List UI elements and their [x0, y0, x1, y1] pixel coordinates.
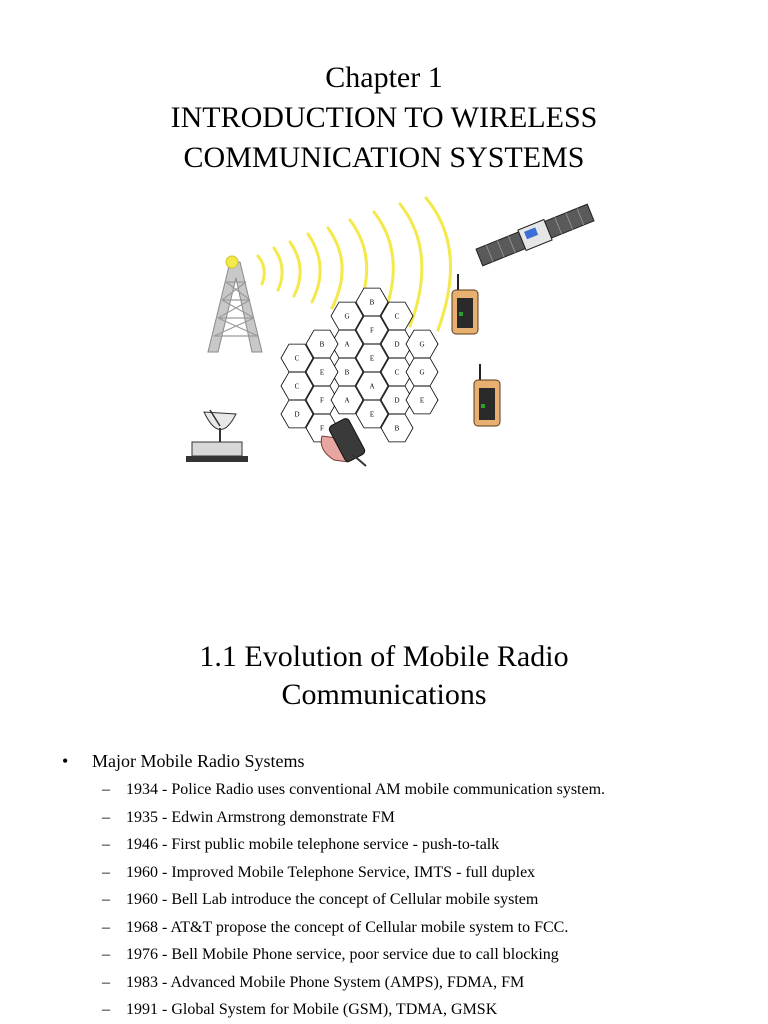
- dash-marker: –: [102, 863, 110, 881]
- bullet-marker: •: [62, 751, 69, 771]
- timeline-text: 1934 - Police Radio uses conventional AM mobile communication system.: [126, 781, 606, 798]
- timeline-item: [102, 941, 762, 969]
- timeline-text: 1991 - Global System for Mobile (GSM), TDMA, GMSK: [126, 1001, 498, 1018]
- timeline-text: 1935 - Edwin Armstrong demonstrate FM: [126, 808, 395, 826]
- hex-cell-label: A: [344, 396, 350, 405]
- hex-cell-label: B: [344, 368, 350, 377]
- timeline-item: [102, 969, 762, 997]
- timeline-item: [102, 804, 762, 832]
- satellite-dish-icon: [186, 410, 248, 462]
- hex-cell-label: B: [369, 298, 375, 307]
- bullet-label: Major Mobile Radio Systems: [92, 751, 305, 771]
- timeline-text: 1960 - Bell Lab introduce the concept of Cellular mobile system: [126, 891, 539, 908]
- hex-cell-label: F: [370, 326, 374, 335]
- sub-list: [62, 776, 762, 1024]
- hex-cell-label: D: [394, 340, 400, 349]
- dash-marker: –: [102, 808, 110, 826]
- section-title-line-2: Communications: [281, 678, 487, 711]
- timeline-item: [102, 914, 762, 942]
- dash-marker: –: [102, 946, 110, 963]
- mobile-phone-icon: [474, 364, 500, 426]
- hex-cell-label: E: [369, 354, 375, 363]
- dash-marker: –: [102, 1001, 110, 1018]
- dash-marker: –: [102, 891, 110, 908]
- chapter-number: Chapter 1: [325, 61, 443, 94]
- bullet-list: [62, 748, 762, 1024]
- hex-cell-label: F: [320, 424, 324, 433]
- hex-cell-label: G: [419, 368, 425, 377]
- bullet-item: [62, 748, 762, 774]
- timeline-text: 1960 - Improved Mobile Telephone Service, IMTS - full duplex: [126, 863, 536, 881]
- hex-cell-label: B: [394, 424, 400, 433]
- dash-marker: –: [102, 918, 110, 936]
- section-title: [0, 638, 768, 714]
- timeline-item: [102, 831, 762, 859]
- timeline-text: 1946 - First public mobile telephone service - push-to-talk: [126, 836, 500, 853]
- hex-cell-label: C: [294, 382, 300, 391]
- timeline-text: 1968 - AT&T propose the concept of Cellular mobile system to FCC.: [126, 918, 569, 936]
- hex-cell-label: G: [419, 340, 425, 349]
- timeline-text: 1976 - Bell Mobile Phone service, poor service due to call blocking: [126, 946, 559, 963]
- hex-cell-label: D: [294, 410, 300, 419]
- hex-cell-label: C: [394, 312, 400, 321]
- hex-cell-label: E: [319, 368, 325, 377]
- hex-cell-label: E: [369, 410, 375, 419]
- hex-cell-label: F: [320, 396, 324, 405]
- hex-cell-label: D: [394, 396, 400, 405]
- chapter-title-line-2: COMMUNICATION SYSTEMS: [183, 141, 585, 174]
- hex-cell-label: B: [319, 340, 325, 349]
- wireless-illustration: [170, 190, 610, 480]
- timeline-item: [102, 996, 762, 1024]
- timeline-text: 1983 - Advanced Mobile Phone System (AMPS), FDMA, FM: [126, 973, 525, 991]
- hex-cell-label: A: [369, 382, 375, 391]
- hex-cell-label: C: [294, 354, 300, 363]
- mobile-phone-icon: [452, 274, 478, 334]
- timeline-item: [102, 859, 762, 887]
- timeline-item: [102, 886, 762, 914]
- chapter-title: [0, 58, 768, 178]
- hex-cell-label: E: [419, 396, 425, 405]
- chapter-title-line-1: INTRODUCTION TO WIRELESS: [170, 101, 598, 134]
- dash-marker: –: [102, 973, 110, 991]
- hex-cell-label: G: [344, 312, 350, 321]
- timeline-item: [102, 776, 762, 804]
- dash-marker: –: [102, 781, 110, 798]
- hex-cell-label: A: [344, 340, 350, 349]
- section-title-line-1: 1.1 Evolution of Mobile Radio: [199, 640, 569, 673]
- satellite-icon: [475, 202, 595, 267]
- dash-marker: –: [102, 836, 110, 853]
- hex-cell-label: C: [394, 368, 400, 377]
- radio-tower-icon: [208, 256, 262, 352]
